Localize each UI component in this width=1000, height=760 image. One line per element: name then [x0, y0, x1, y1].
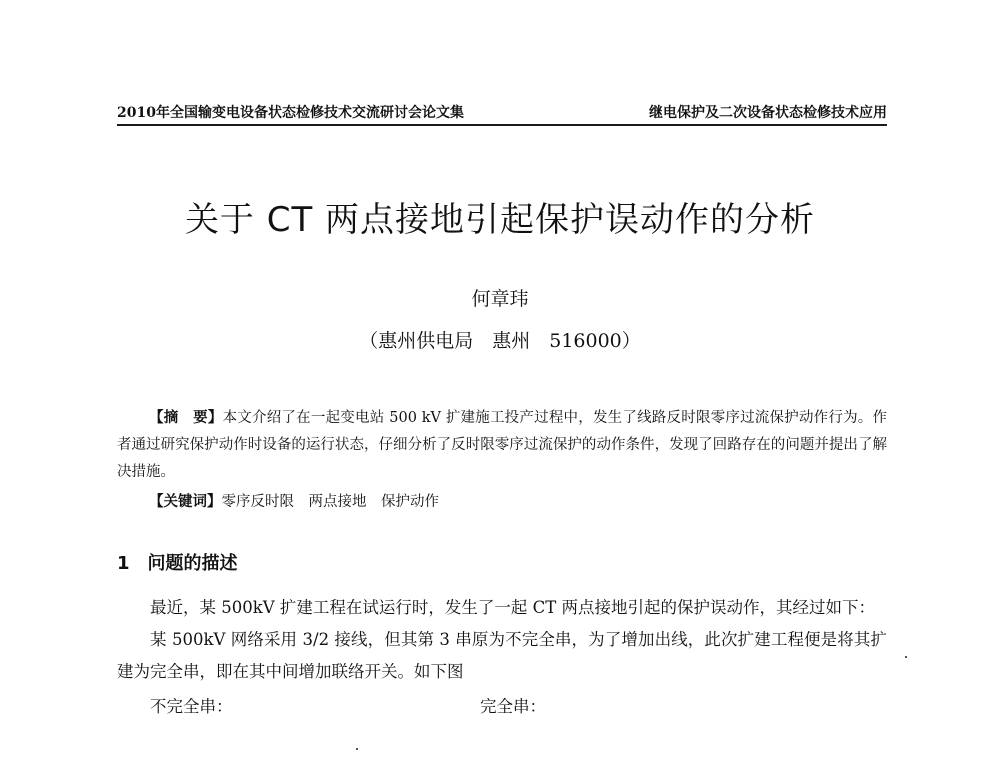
- abstract-text: 本文介绍了在一起变电站 500 kV 扩建施工投产过程中，发生了线路反时限零序过流保护动作行为。作者通过研究保护动作时设备的运行状态，仔细分析了反时限零序过流保护的动作条件，发现了回路存在的问题并提出了解决措施。: [117, 410, 888, 480]
- abstract-label: 【摘 要】: [149, 409, 223, 426]
- body-paragraph: 最近，某 500kV 扩建工程在试运行时，发生了一起 CT 两点接地引起的保护误动作，其经过如下：: [150, 598, 876, 617]
- body-paragraph: 某 500kV 网络采用 3/2 接线，但其第 3 串原为不完全串，为了增加出线，此次扩建工程便是将其扩建为完全串，即在其中间增加联络开关。如下图: [117, 630, 887, 681]
- paper-title: 关于 CT 两点接地引起保护误动作的分析: [184, 200, 816, 240]
- running-header-left: 2010年全国输变电设备状态检修技术交流研讨会论文集: [117, 105, 464, 121]
- figure-caption-row: [150, 693, 750, 717]
- scan-artifact: [905, 656, 907, 658]
- keywords: [149, 490, 439, 511]
- scan-artifact: [356, 748, 358, 750]
- section-body: [117, 592, 887, 688]
- keywords-label: 【关键词】: [149, 493, 222, 510]
- author-affiliation: （惠州供电局 惠州 516000）: [359, 330, 641, 352]
- running-header: [117, 96, 887, 126]
- author-name: 何章玮: [471, 288, 529, 310]
- caption-complete-string: 完全串：: [480, 697, 546, 716]
- section-heading: 1 问题的描述: [117, 553, 238, 574]
- running-header-right: 继电保护及二次设备状态检修技术应用: [649, 105, 887, 121]
- caption-incomplete-string: 不完全串：: [150, 697, 233, 716]
- keywords-text: 零序反时限 两点接地 保护动作: [221, 494, 439, 510]
- abstract: [117, 404, 887, 486]
